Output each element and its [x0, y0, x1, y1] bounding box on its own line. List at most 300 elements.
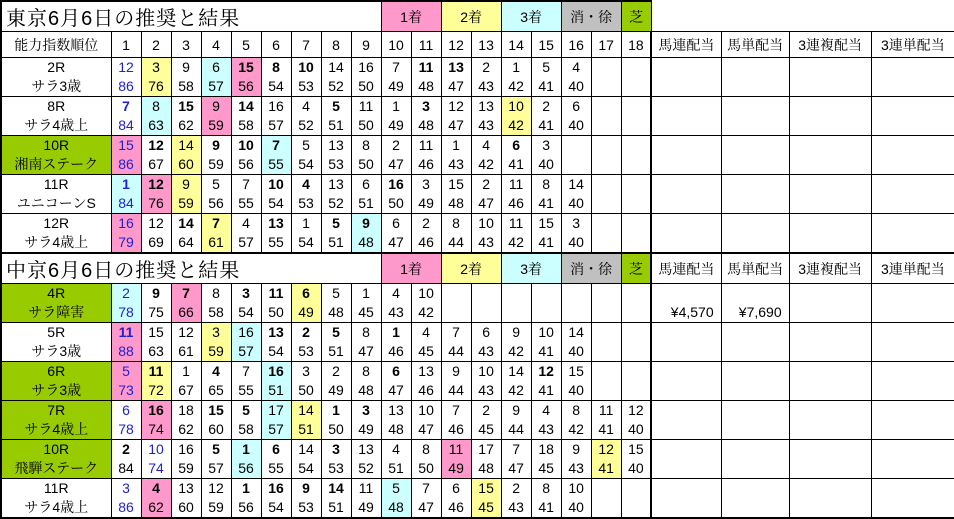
horse-cell[interactable] — [501, 479, 531, 519]
payout-value[interactable] — [871, 479, 954, 519]
payout-value[interactable] — [721, 401, 789, 440]
race-label[interactable] — [1, 401, 111, 440]
horse-cell[interactable] — [261, 214, 291, 254]
horse-cell[interactable] — [171, 401, 201, 440]
payout-header: 馬単配当 — [721, 253, 789, 284]
horse-cell[interactable] — [441, 175, 471, 214]
horse-cell[interactable] — [561, 136, 591, 175]
horse-cell[interactable] — [501, 323, 531, 362]
horse-cell[interactable] — [351, 58, 381, 97]
payout-header: 馬連配当 — [651, 253, 721, 284]
horse-cell[interactable] — [591, 323, 621, 362]
horse-cell[interactable] — [141, 214, 171, 254]
payout-value[interactable]: ¥7,690 — [721, 284, 789, 323]
payout-value[interactable] — [871, 401, 954, 440]
race-label[interactable] — [1, 175, 111, 214]
horse-cell[interactable] — [441, 479, 471, 519]
horse-cell[interactable] — [441, 284, 471, 323]
horse-cell[interactable] — [471, 401, 501, 440]
horse-cell[interactable] — [351, 175, 381, 214]
horse-cell[interactable] — [171, 362, 201, 401]
index-value — [622, 194, 651, 213]
horse-cell[interactable] — [231, 284, 261, 323]
horse-cell[interactable] — [261, 175, 291, 214]
horse-cell[interactable] — [411, 136, 441, 175]
horse-cell[interactable] — [231, 440, 261, 479]
horse-cell[interactable] — [591, 362, 621, 401]
horse-cell[interactable] — [531, 175, 561, 214]
horse-cell[interactable] — [441, 323, 471, 362]
index-value: 56 — [238, 156, 254, 172]
horse-cell[interactable] — [231, 58, 261, 97]
horse-cell[interactable] — [231, 97, 261, 136]
horse-cell[interactable] — [111, 323, 141, 362]
horse-cell[interactable] — [171, 175, 201, 214]
horse-cell[interactable] — [501, 362, 531, 401]
rank-value: 1 — [332, 402, 340, 418]
horse-cell[interactable] — [321, 401, 351, 440]
horse-cell[interactable] — [531, 401, 561, 440]
horse-cell[interactable] — [561, 362, 591, 401]
index-value: 43 — [448, 156, 464, 172]
horse-cell[interactable] — [291, 479, 321, 519]
payout-value[interactable] — [651, 97, 721, 136]
horse-cell[interactable] — [351, 479, 381, 519]
payout-value[interactable] — [721, 214, 789, 254]
horse-cell[interactable] — [201, 214, 231, 254]
payout-value[interactable] — [789, 479, 871, 519]
horse-cell[interactable] — [321, 214, 351, 254]
horse-cell[interactable] — [591, 440, 621, 479]
horse-cell[interactable] — [261, 479, 291, 519]
spacer-cell — [871, 1, 954, 32]
rank-value: 4 — [302, 98, 310, 114]
horse-cell[interactable] — [411, 97, 441, 136]
index-value: 47 — [358, 343, 374, 359]
horse-cell[interactable] — [411, 323, 441, 362]
payout-value[interactable] — [789, 323, 871, 362]
horse-cell[interactable] — [621, 58, 651, 97]
horse-cell[interactable] — [531, 214, 561, 254]
horse-cell[interactable] — [201, 97, 231, 136]
horse-cell[interactable] — [141, 440, 171, 479]
horse-cell[interactable] — [321, 58, 351, 97]
index-value: 75 — [148, 304, 164, 320]
horse-cell[interactable] — [441, 362, 471, 401]
horse-cell[interactable] — [411, 362, 441, 401]
horse-cell[interactable] — [351, 401, 381, 440]
horse-cell[interactable] — [621, 401, 651, 440]
horse-cell[interactable] — [531, 479, 561, 519]
horse-cell[interactable] — [501, 97, 531, 136]
index-value: 51 — [358, 195, 374, 211]
horse-cell[interactable] — [471, 479, 501, 519]
horse-cell[interactable] — [471, 136, 501, 175]
index-value: 41 — [538, 343, 554, 359]
horse-cell[interactable] — [291, 214, 321, 254]
horse-cell[interactable] — [231, 136, 261, 175]
horse-cell[interactable] — [531, 97, 561, 136]
horse-cell[interactable] — [351, 136, 381, 175]
index-value: 41 — [538, 234, 554, 250]
index-value: 56 — [208, 195, 224, 211]
horse-cell[interactable] — [621, 323, 651, 362]
race-label[interactable] — [1, 284, 111, 323]
payout-value[interactable] — [721, 58, 789, 97]
race-row — [1, 362, 954, 401]
index-value: 41 — [538, 499, 554, 515]
horse-cell[interactable] — [381, 479, 411, 519]
horse-cell[interactable] — [261, 323, 291, 362]
horse-cell[interactable] — [381, 440, 411, 479]
index-value: 65 — [208, 382, 224, 398]
payout-value[interactable] — [871, 97, 954, 136]
horse-cell[interactable] — [141, 175, 171, 214]
horse-cell[interactable] — [321, 175, 351, 214]
rank-value: 8 — [572, 402, 580, 418]
horse-cell[interactable] — [471, 440, 501, 479]
horse-cell[interactable] — [291, 284, 321, 323]
race-label[interactable] — [1, 58, 111, 97]
horse-cell[interactable] — [321, 440, 351, 479]
horse-cell[interactable] — [171, 58, 201, 97]
horse-cell[interactable] — [261, 401, 291, 440]
horse-cell[interactable] — [261, 440, 291, 479]
race-label[interactable] — [1, 362, 111, 401]
horse-cell[interactable] — [141, 136, 171, 175]
horse-cell[interactable] — [351, 284, 381, 323]
horse-cell[interactable] — [531, 284, 561, 323]
horse-cell[interactable] — [201, 362, 231, 401]
horse-cell[interactable] — [381, 362, 411, 401]
horse-cell[interactable] — [171, 440, 201, 479]
rank-value: 13 — [328, 176, 344, 192]
horse-cell[interactable] — [411, 401, 441, 440]
horse-cell[interactable] — [111, 479, 141, 519]
payout-value[interactable] — [789, 401, 871, 440]
payout-value[interactable] — [721, 136, 789, 175]
horse-cell[interactable] — [441, 97, 471, 136]
horse-cell[interactable] — [471, 214, 501, 254]
payout-value[interactable] — [871, 323, 954, 362]
payout-value[interactable] — [651, 440, 721, 479]
horse-cell[interactable] — [171, 136, 201, 175]
horse-cell[interactable] — [321, 284, 351, 323]
horse-cell[interactable] — [381, 214, 411, 254]
horse-cell[interactable] — [141, 323, 171, 362]
horse-cell[interactable] — [471, 323, 501, 362]
payout-value[interactable] — [651, 58, 721, 97]
column-header: 8 — [321, 32, 351, 58]
horse-cell[interactable] — [621, 136, 651, 175]
horse-cell[interactable] — [351, 214, 381, 254]
horse-cell[interactable] — [411, 284, 441, 323]
horse-cell[interactable] — [231, 323, 261, 362]
horse-cell[interactable] — [201, 479, 231, 519]
horse-cell[interactable] — [561, 440, 591, 479]
payout-value[interactable] — [651, 362, 721, 401]
race-label[interactable] — [1, 136, 111, 175]
horse-cell[interactable] — [471, 362, 501, 401]
rank-value: 2 — [392, 137, 400, 153]
horse-cell[interactable] — [111, 401, 141, 440]
payout-value[interactable] — [721, 362, 789, 401]
horse-cell[interactable] — [171, 284, 201, 323]
race-label[interactable] — [1, 214, 111, 254]
horse-cell[interactable] — [411, 214, 441, 254]
horse-cell[interactable] — [171, 479, 201, 519]
horse-cell[interactable] — [591, 284, 621, 323]
horse-cell[interactable] — [621, 175, 651, 214]
horse-cell[interactable] — [201, 323, 231, 362]
payout-value[interactable] — [721, 440, 789, 479]
horse-cell[interactable] — [501, 175, 531, 214]
horse-cell[interactable] — [621, 362, 651, 401]
horse-cell[interactable] — [501, 58, 531, 97]
payout-value[interactable] — [871, 58, 954, 97]
horse-cell[interactable] — [381, 401, 411, 440]
horse-cell[interactable] — [531, 323, 561, 362]
index-value: 42 — [508, 343, 524, 359]
horse-cell[interactable] — [381, 175, 411, 214]
horse-cell[interactable] — [621, 97, 651, 136]
horse-cell[interactable] — [171, 97, 201, 136]
payout-value[interactable] — [721, 175, 789, 214]
horse-cell[interactable] — [381, 284, 411, 323]
horse-cell[interactable] — [591, 136, 621, 175]
horse-cell[interactable] — [561, 284, 591, 323]
horse-cell[interactable] — [201, 58, 231, 97]
horse-cell[interactable] — [261, 58, 291, 97]
payout-value[interactable] — [789, 214, 871, 254]
horse-cell[interactable] — [381, 58, 411, 97]
payout-value[interactable] — [789, 97, 871, 136]
index-value: 84 — [118, 117, 134, 133]
rank-value: 3 — [362, 402, 370, 418]
horse-cell[interactable] — [201, 401, 231, 440]
payout-value[interactable] — [871, 440, 954, 479]
horse-cell[interactable] — [561, 479, 591, 519]
horse-cell[interactable] — [141, 362, 171, 401]
payout-value[interactable] — [651, 479, 721, 519]
horse-cell[interactable] — [231, 214, 261, 254]
index-value: 49 — [388, 78, 404, 94]
horse-cell[interactable] — [531, 362, 561, 401]
horse-cell[interactable] — [441, 440, 471, 479]
horse-cell[interactable] — [591, 97, 621, 136]
horse-cell[interactable] — [291, 401, 321, 440]
horse-cell[interactable] — [321, 323, 351, 362]
payout-value[interactable] — [651, 323, 721, 362]
rank-value: 11 — [268, 285, 284, 301]
column-header: 10 — [381, 32, 411, 58]
horse-cell[interactable] — [321, 479, 351, 519]
horse-cell[interactable] — [621, 440, 651, 479]
horse-cell[interactable] — [111, 362, 141, 401]
horse-cell[interactable] — [201, 284, 231, 323]
horse-cell[interactable] — [171, 214, 201, 254]
horse-cell[interactable] — [441, 401, 471, 440]
horse-cell[interactable] — [561, 214, 591, 254]
payout-value[interactable] — [871, 136, 954, 175]
horse-cell[interactable] — [351, 362, 381, 401]
payout-value[interactable] — [651, 401, 721, 440]
payout-value[interactable] — [871, 284, 954, 323]
horse-cell[interactable] — [591, 401, 621, 440]
horse-cell[interactable] — [261, 362, 291, 401]
index-value: 55 — [268, 234, 284, 250]
rank-value: 5 — [332, 98, 340, 114]
horse-cell[interactable] — [501, 214, 531, 254]
horse-cell[interactable] — [411, 58, 441, 97]
horse-cell[interactable] — [411, 175, 441, 214]
horse-cell[interactable] — [141, 401, 171, 440]
payout-value[interactable] — [721, 323, 789, 362]
horse-cell[interactable] — [411, 479, 441, 519]
horse-cell[interactable] — [111, 440, 141, 479]
horse-cell[interactable] — [321, 362, 351, 401]
horse-cell[interactable] — [501, 284, 531, 323]
race-label[interactable] — [1, 440, 111, 479]
rank-value: 15 — [238, 59, 254, 75]
horse-cell[interactable] — [111, 58, 141, 97]
horse-cell[interactable] — [201, 175, 231, 214]
horse-cell[interactable] — [261, 97, 291, 136]
horse-cell[interactable] — [501, 401, 531, 440]
horse-cell[interactable] — [591, 58, 621, 97]
index-value: 52 — [328, 78, 344, 94]
payout-value[interactable] — [789, 136, 871, 175]
horse-cell[interactable] — [441, 214, 471, 254]
horse-cell[interactable] — [501, 440, 531, 479]
horse-cell[interactable] — [141, 97, 171, 136]
horse-cell[interactable] — [621, 214, 651, 254]
horse-cell[interactable] — [561, 97, 591, 136]
horse-cell[interactable] — [141, 479, 171, 519]
horse-cell[interactable] — [291, 440, 321, 479]
index-value: 50 — [328, 421, 344, 437]
horse-cell[interactable] — [231, 479, 261, 519]
payout-value[interactable] — [871, 362, 954, 401]
horse-cell[interactable] — [591, 214, 621, 254]
horse-cell[interactable] — [531, 136, 561, 175]
payout-value[interactable] — [871, 175, 954, 214]
horse-cell[interactable] — [561, 175, 591, 214]
horse-cell[interactable] — [561, 401, 591, 440]
rank-value: 8 — [362, 363, 370, 379]
horse-cell[interactable] — [591, 175, 621, 214]
horse-cell[interactable] — [561, 58, 591, 97]
horse-cell[interactable] — [381, 136, 411, 175]
payout-value[interactable] — [789, 58, 871, 97]
rank-value: 7 — [392, 59, 400, 75]
horse-cell[interactable] — [531, 440, 561, 479]
horse-cell[interactable] — [561, 323, 591, 362]
horse-cell[interactable] — [351, 440, 381, 479]
horse-cell[interactable] — [501, 136, 531, 175]
payout-value[interactable] — [651, 175, 721, 214]
horse-cell[interactable] — [141, 58, 171, 97]
horse-cell[interactable] — [231, 401, 261, 440]
horse-cell[interactable] — [531, 58, 561, 97]
payout-value[interactable] — [789, 440, 871, 479]
horse-cell[interactable] — [441, 136, 471, 175]
horse-cell[interactable] — [321, 97, 351, 136]
payout-value[interactable] — [871, 214, 954, 254]
rank-value: 12 — [118, 59, 134, 75]
rank-value: 16 — [388, 176, 404, 192]
race-label[interactable] — [1, 97, 111, 136]
horse-cell[interactable] — [231, 362, 261, 401]
payout-value[interactable] — [651, 214, 721, 254]
horse-cell[interactable] — [111, 214, 141, 254]
horse-cell[interactable] — [321, 136, 351, 175]
horse-cell[interactable] — [621, 479, 651, 519]
index-value: 54 — [268, 78, 284, 94]
horse-cell[interactable] — [111, 136, 141, 175]
rank-value: 11 — [598, 402, 614, 418]
horse-cell[interactable] — [411, 440, 441, 479]
race-label[interactable] — [1, 323, 111, 362]
horse-cell[interactable] — [381, 323, 411, 362]
horse-cell[interactable] — [201, 136, 231, 175]
payout-value[interactable] — [789, 362, 871, 401]
horse-cell[interactable] — [471, 58, 501, 97]
horse-cell[interactable] — [291, 175, 321, 214]
horse-cell[interactable] — [471, 97, 501, 136]
horse-cell[interactable] — [471, 175, 501, 214]
horse-cell[interactable] — [291, 97, 321, 136]
rank-value: 6 — [392, 215, 400, 231]
horse-cell[interactable] — [291, 323, 321, 362]
rank-value: 15 — [448, 176, 464, 192]
race-label[interactable] — [1, 479, 111, 519]
index-value: 51 — [328, 234, 344, 250]
horse-cell[interactable] — [351, 97, 381, 136]
horse-cell[interactable] — [111, 175, 141, 214]
horse-cell[interactable] — [261, 284, 291, 323]
horse-cell[interactable] — [201, 440, 231, 479]
payout-value[interactable] — [789, 175, 871, 214]
horse-cell[interactable] — [381, 97, 411, 136]
horse-cell[interactable] — [111, 284, 141, 323]
horse-cell[interactable] — [471, 284, 501, 323]
horse-cell[interactable] — [591, 479, 621, 519]
horse-cell[interactable] — [141, 284, 171, 323]
horse-cell[interactable] — [231, 175, 261, 214]
horse-cell[interactable] — [351, 323, 381, 362]
payout-value[interactable]: ¥4,570 — [651, 284, 721, 323]
horse-cell[interactable] — [291, 362, 321, 401]
index-value: 79 — [118, 234, 134, 250]
horse-cell[interactable] — [171, 323, 201, 362]
payout-value[interactable] — [789, 284, 871, 323]
index-value: 42 — [508, 234, 524, 250]
horse-cell[interactable] — [441, 58, 471, 97]
payout-value[interactable] — [721, 97, 789, 136]
horse-cell[interactable] — [621, 284, 651, 323]
rank-value: 15 — [478, 480, 494, 496]
column-header: 14 — [501, 32, 531, 58]
horse-cell[interactable] — [111, 97, 141, 136]
payout-value[interactable] — [721, 479, 789, 519]
payout-value[interactable] — [651, 136, 721, 175]
horse-cell[interactable] — [291, 136, 321, 175]
horse-cell[interactable] — [291, 58, 321, 97]
horse-cell[interactable] — [261, 136, 291, 175]
rank-value: 7 — [242, 176, 250, 192]
rank-value: 3 — [152, 59, 160, 75]
